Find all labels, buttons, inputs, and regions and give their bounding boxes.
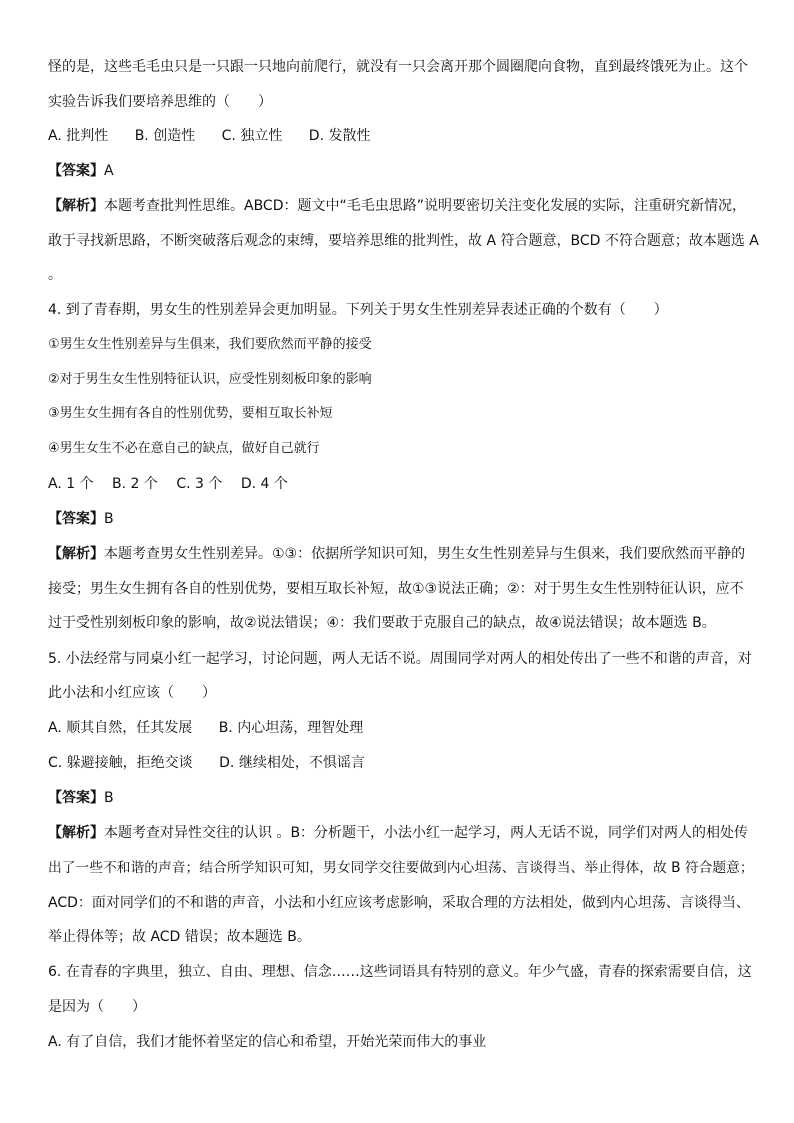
analysis-tag: 【解析】	[48, 198, 104, 214]
q3-text-line-1: 怪的是，这些毛毛虫只是一只跟一只地向前爬行，就没有一只会离开那个圆圈爬向食物，直到最终饿死为止。这个	[48, 59, 748, 75]
q3-option-b: B. 创造性	[134, 128, 196, 144]
q4-option-a: A. 1 个	[48, 476, 94, 492]
answer-tag: 【答案】	[48, 163, 104, 179]
q4-item-4: ④男生女生不必在意自己的缺点，做好自己就行	[48, 441, 320, 456]
q5-options-row-2	[48, 754, 387, 772]
q4-item-3: ③男生女生拥有各自的性别优势，要相互取长补短	[48, 406, 333, 421]
q3-option-d: D. 发散性	[308, 128, 371, 144]
analysis-text: 本题考查批判性思维。ABCD：题文中“毛毛虫思路”说明要密切关注变化发展的实际，注重研究新情况，	[104, 198, 746, 214]
q4-item-2: ②对于男生女生性别特征认识，应受性别刻板印象的影响	[48, 372, 372, 387]
q5-analysis-line-3: ACD：面对同学们的不和谐的声音，小法和小红应该考虑影响，采取合理的方法相处，做到内心坦荡、言谈得当、	[48, 895, 750, 911]
q5-option-b: B. 内心坦荡，理智处理	[218, 720, 364, 736]
analysis-text: 本题考查对异性交往的认识 。B：分析题干，小法小红一起学习，两人无话不说，同学们对两人的相处传	[104, 825, 749, 841]
q5-stem-line-2: 此小法和小红应该（ ）	[48, 685, 216, 701]
q4-option-b: B. 2 个	[112, 476, 158, 492]
q5-options-row-1	[48, 719, 385, 737]
q3-analysis-line-3: 。	[48, 267, 62, 283]
q3-text-line-2: 实验告诉我们要培养思维的（ ）	[48, 94, 272, 110]
q5-answer	[48, 789, 114, 807]
q3-answer	[48, 162, 114, 180]
q3-analysis-line-1	[48, 197, 746, 215]
analysis-tag: 【解析】	[48, 546, 104, 562]
q4-analysis-line-3: 过于受性别刻板印象的影响，故②说法错误；④：我们要敢于克服自己的缺点，故④说法错误；故本题选 B。	[48, 615, 716, 631]
q4-option-c: C. 3 个	[176, 476, 223, 492]
q5-analysis-line-1	[48, 824, 748, 842]
answer-tag: 【答案】	[48, 511, 104, 527]
q3-option-c: C. 独立性	[221, 128, 283, 144]
q3-options	[48, 127, 392, 145]
q5-analysis-line-2: 出了一些不和谐的声音；结合所学知识可知，男女同学交往要做到内心坦荡、言谈得当、举止得体，故 B 符合题意；	[48, 860, 754, 876]
q3-option-a: A. 批判性	[48, 128, 109, 144]
q4-options	[48, 475, 302, 493]
q4-item-1: ①男生女生性别差异与生俱来，我们要欣然而平静的接受	[48, 337, 372, 352]
q5-option-a: A. 顺其自然，任其发展	[48, 720, 193, 736]
q4-answer	[48, 510, 114, 528]
answer-value: B	[104, 790, 114, 806]
q5-stem-line-1: 5. 小法经常与同桌小红一起学习，讨论问题，两人无话不说。周围同学对两人的相处传出了一些不和谐的声音，对	[48, 651, 752, 667]
answer-value: B	[104, 511, 114, 527]
q6-stem-line-1: 6. 在青春的字典里，独立、自由、理想、信念……这些词语具有特别的意义。年少气盛，青春的探索需要自信，这	[48, 964, 752, 980]
analysis-text: 本题考查男女生性别差异。①③：依据所学知识可知，男生女生性别差异与生俱来，我们要欣然而平静的	[104, 546, 746, 562]
analysis-tag: 【解析】	[48, 825, 104, 841]
q5-analysis-line-4: 举止得体等；故 ACD 错误；故本题选 B。	[48, 929, 311, 945]
q3-analysis-line-2: 敢于寻找新思路，不断突破落后观念的束缚，要培养思维的批判性，故 A 符合题意，BCD 不符合题意；故本题选 A	[48, 233, 759, 249]
q6-stem-line-2: 是因为（ ）	[48, 999, 146, 1015]
q5-option-c: C. 躲避接触，拒绝交谈	[48, 755, 193, 771]
q4-stem: 4. 到了青春期，男女生的性别差异会更加明显。下列关于男女生性别差异表述正确的个数有（ ）	[48, 302, 668, 318]
q4-option-d: D. 4 个	[240, 476, 288, 492]
answer-value: A	[104, 163, 114, 179]
q6-option-a: A. 有了自信，我们才能怀着坚定的信心和希望，开始光荣而伟大的事业	[48, 1034, 487, 1050]
q5-option-d: D. 继续相处，不惧谣言	[219, 755, 365, 771]
answer-tag: 【答案】	[48, 790, 104, 806]
q4-analysis-line-1	[48, 545, 745, 563]
q4-analysis-line-2: 接受；男生女生拥有各自的性别优势，要相互取长补短，故①③说法正确；②：对于男生女生性别特征认识，应不	[48, 581, 744, 597]
